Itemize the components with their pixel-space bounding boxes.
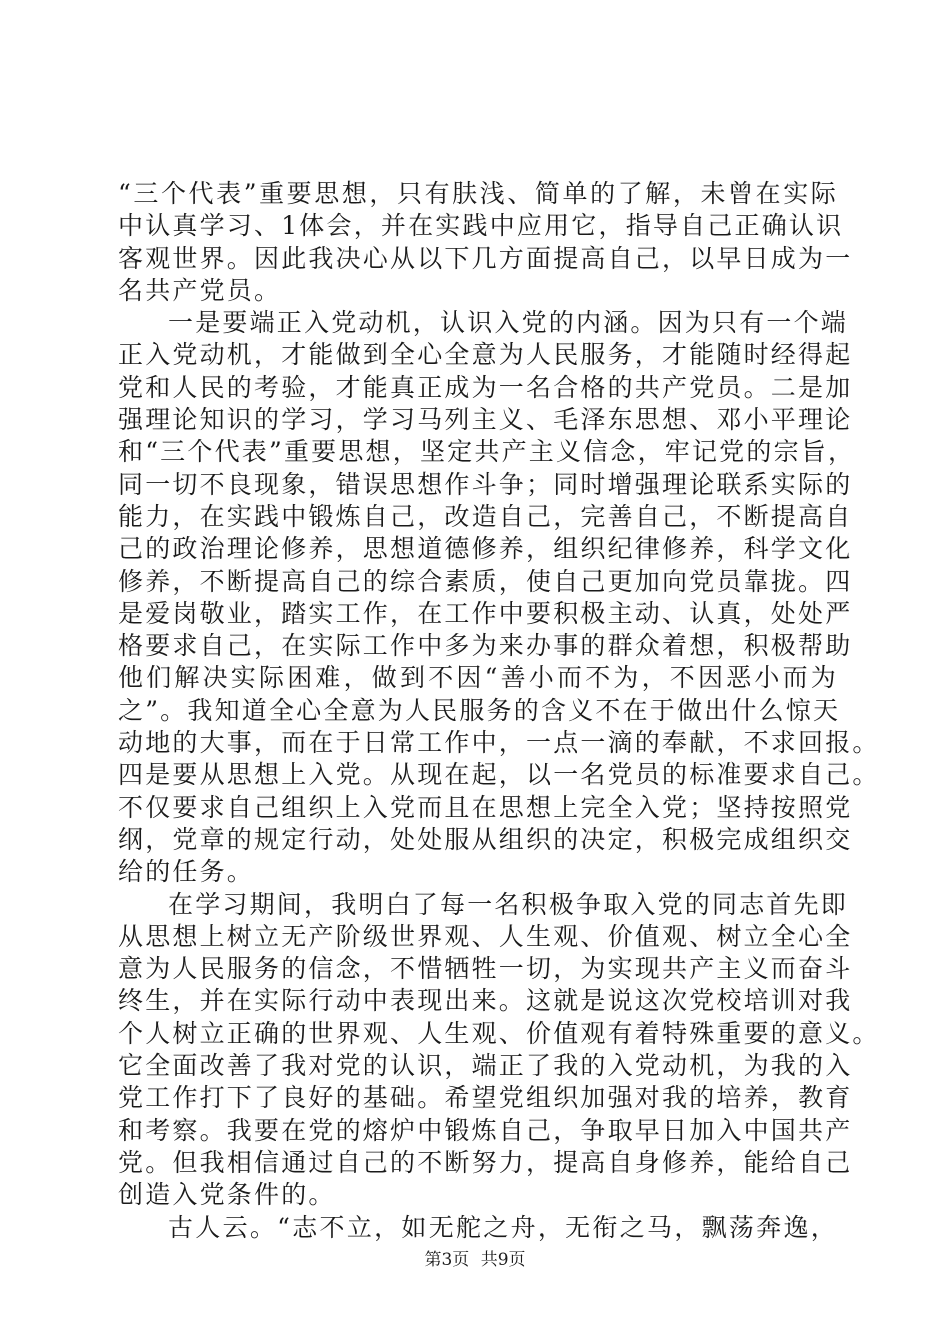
text-line: 不仅要求自己组织上入党而且在思想上完全入党；坚持按照党 bbox=[118, 792, 853, 822]
page-number: 第3页 bbox=[424, 1250, 470, 1270]
page-footer bbox=[0, 1245, 950, 1270]
text-line: 从思想上树立无产阶级世界观、人生观、价值观、树立全心全 bbox=[118, 921, 853, 951]
text-line: 它全面改善了我对党的认识，端正了我的入党动机，为我的入 bbox=[118, 1051, 853, 1081]
text-line: 终生，并在实际行动中表现出来。这就是说这次党校培训对我 bbox=[118, 986, 853, 1016]
text-line: 格要求自己，在实际工作中多为来办事的群众着想，积极帮助 bbox=[118, 631, 853, 661]
body-text bbox=[118, 178, 880, 1244]
text-line: 个人树立正确的世界观、人生观、价值观有着特殊重要的意义。 bbox=[118, 1018, 880, 1048]
text-line: 中认真学习、1体会，并在实践中应用它，指导自己正确认识 bbox=[118, 211, 844, 241]
text-line: 在学习期间，我明白了每一名积极争取入党的同志首先即 bbox=[168, 889, 849, 919]
text-line: 古人云。“志不立，如无舵之舟，无衔之马，飘荡奔逸， bbox=[168, 1212, 838, 1242]
text-line: 能力，在实践中锻炼自己，改造自己，完善自己，不断提高自 bbox=[118, 501, 853, 531]
text-line: 和“三个代表”重要思想，坚定共产主义信念，牢记党的宗旨， bbox=[118, 437, 856, 467]
text-line: “三个代表”重要思想，只有肤浅、简单的了解，未曾在实际 bbox=[118, 179, 838, 208]
text-line: 党工作打下了良好的基础。希望党组织加强对我的培养，教育 bbox=[118, 1083, 853, 1113]
text-line: 动地的大事，而在于日常工作中，一点一滴的奉献，不求回报。 bbox=[118, 728, 880, 758]
text-line: 一是要端正入党动机，认识入党的内涵。因为只有一个端 bbox=[168, 308, 849, 338]
text-line: 意为人民服务的信念，不惜牺牲一切，为实现共产主义而奋斗 bbox=[118, 954, 853, 984]
text-line: 党和人民的考验，才能真正成为一名合格的共产党员。二是加 bbox=[118, 372, 853, 402]
text-line: 他们解决实际困难，做到不因“善小而不为，不因恶小而为 bbox=[118, 663, 838, 693]
text-line: 是爱岗敬业，踏实工作，在工作中要积极主动、认真，处处严 bbox=[118, 598, 853, 628]
text-line: 客观世界。因此我决心从以下几方面提高自己，以早日成为一 bbox=[118, 243, 853, 273]
text-line: 和考察。我要在党的熔炉中锻炼自己，争取早日加入中国共产 bbox=[118, 1115, 853, 1145]
text-line: 强理论知识的学习，学习马列主义、毛泽东思想、邓小平理论 bbox=[118, 405, 853, 435]
text-line: 给的任务。 bbox=[118, 857, 255, 887]
text-line: 正入党动机，才能做到全心全意为人民服务，才能随时经得起 bbox=[118, 340, 853, 370]
page-total: 共9页 bbox=[480, 1250, 526, 1270]
text-line: 之”。我知道全心全意为人民服务的含义不在于做出什么惊天 bbox=[118, 695, 841, 725]
text-line: 党。但我相信通过自己的不断努力，提高自身修养，能给自己 bbox=[118, 1147, 853, 1177]
text-line: 纲，党章的规定行动，处处服从组织的决定，积极完成组织交 bbox=[118, 824, 853, 854]
text-line: 己的政治理论修养，思想道德修养，组织纪律修养，科学文化 bbox=[118, 534, 853, 564]
text-line: 四是要从思想上入党。从现在起，以一名党员的标准要求自己。 bbox=[118, 760, 880, 790]
text-line: 创造入党条件的。 bbox=[118, 1180, 336, 1210]
text-line: 同一切不良现象，错误思想作斗争；同时增强理论联系实际的 bbox=[118, 469, 853, 499]
text-line: 修养，不断提高自己的综合素质，使自己更加向党员靠拢。四 bbox=[118, 566, 853, 596]
text-line: 名共产党员。 bbox=[118, 275, 282, 305]
